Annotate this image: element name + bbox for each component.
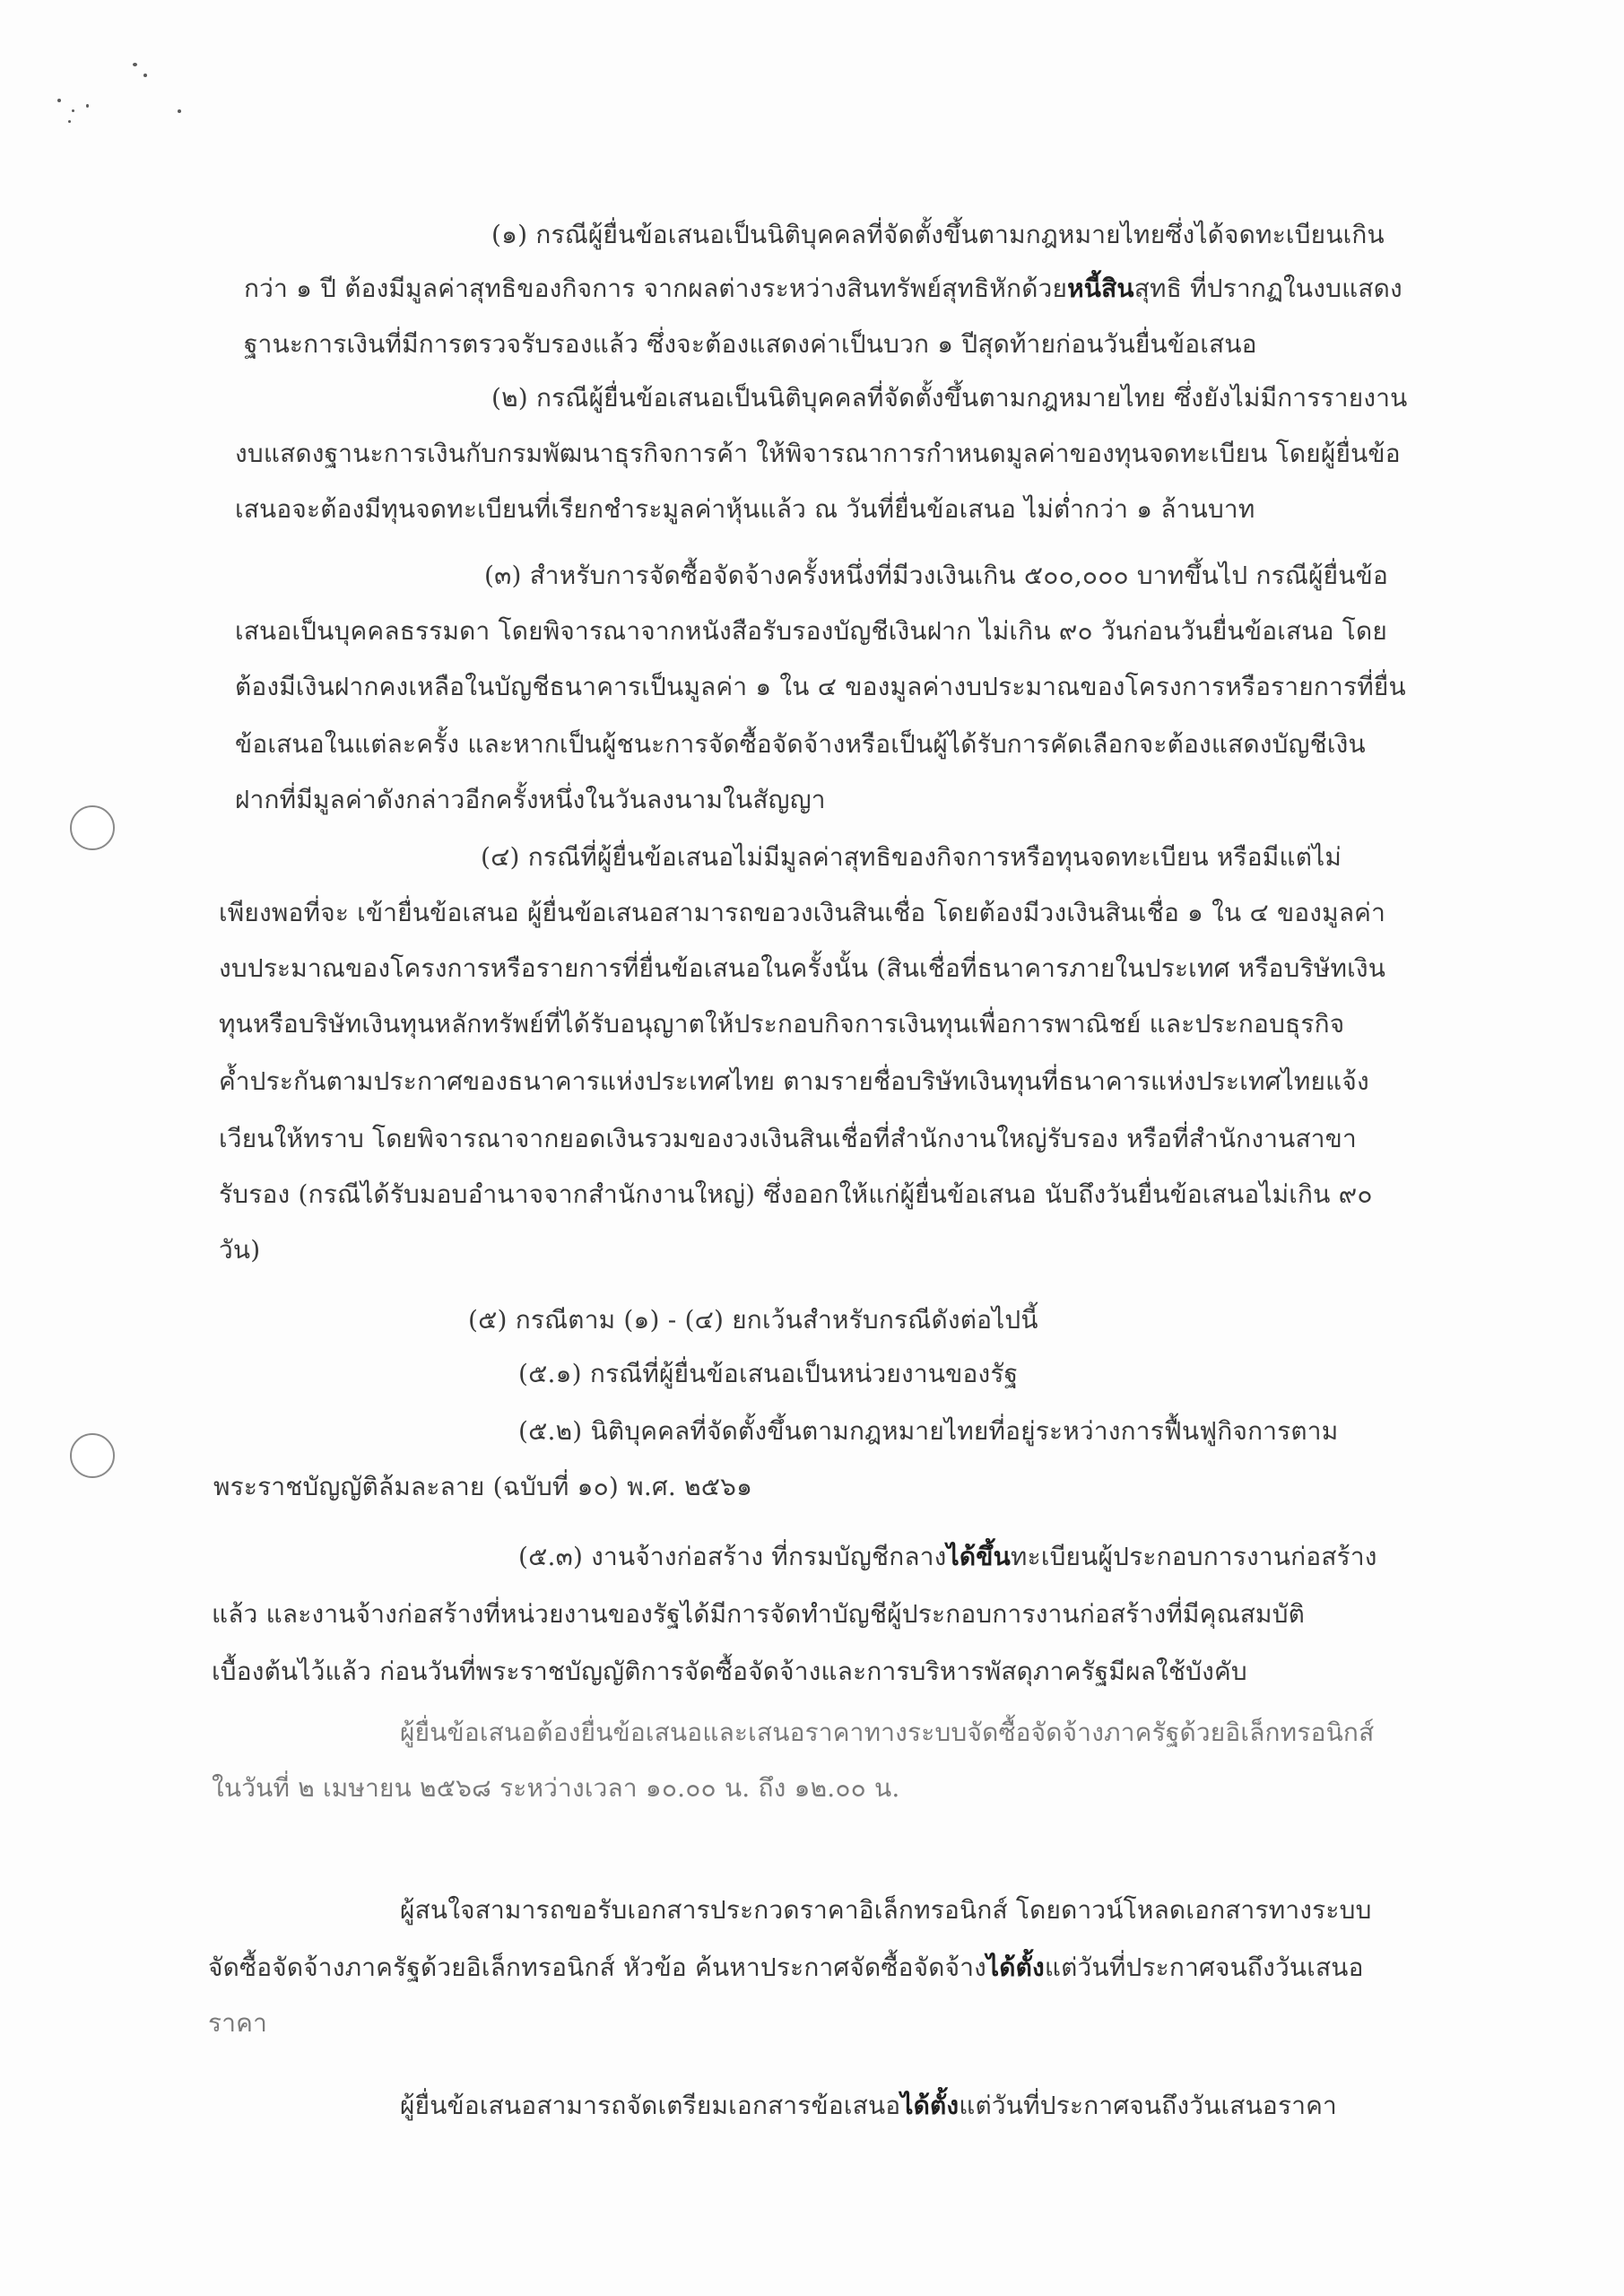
punch-hole — [70, 1433, 115, 1478]
text-line — [212, 1654, 1247, 1690]
text-line — [219, 951, 1385, 987]
text-segment: งบประมาณของโครงการหรือรายการที่ยื่นข้อเสนอในครั้งนั้น (สินเชื่อที่ธนาคารภายในประเทศ หรือบริษัทเงิน — [219, 953, 1386, 983]
text-segment: เสนอเป็นบุคคลธรรมดา โดยพิจารณาจากหนังสือรับรองบัญชีเงินฝาก ไม่เกิน ๙๐ วันก่อนวันยื่นข้อเสนอ โดย — [235, 616, 1387, 646]
text-segment: ผู้ยื่นข้อเสนอต้องยื่นข้อเสนอและเสนอราคาทางระบบจัดซื้อจัดจ้างภาครัฐด้วยอิเล็กทรอนิกส์ — [400, 1718, 1375, 1747]
text-line — [219, 1006, 1344, 1042]
text-segment: (๕.๓) งานจ้างก่อสร้าง ที่กรมบัญชีกลาง — [518, 1542, 947, 1571]
text-line — [235, 782, 826, 818]
text-segment: พระราชบัญญัติล้มละลาย (ฉบับที่ ๑๐) พ.ศ. ๒๕๖๑ — [213, 1472, 753, 1501]
text-line — [400, 1715, 1374, 1751]
text-line — [491, 380, 1407, 416]
text-segment: (๕.๒) นิติบุคคลที่จัดตั้งขึ้นตามกฎหมายไทยที่อยู่ระหว่างการฟื้นฟูกิจการตาม — [518, 1416, 1339, 1446]
text-line — [208, 2005, 267, 2041]
text-segment: ผู้สนใจสามารถขอรับเอกสารประกวดราคาอิเล็กทรอนิกส์ โดยดาวน์โหลดเอกสารทางระบบ — [400, 1895, 1372, 1925]
text-segment: ฐานะการเงินที่มีการตรวจรับรองแล้ว ซึ่งจะต้องแสดงค่าเป็นบวก ๑ ปีสุดท้ายก่อนวันยื่นข้อเสนอ — [244, 329, 1257, 359]
text-segment: แล้ว และงานจ้างก่อสร้างที่หน่วยงานของรัฐได้มีการจัดทำบัญชีผู้ประกอบการงานก่อสร้างที่มีคุณสมบัติ — [212, 1599, 1306, 1629]
text-line — [213, 1469, 752, 1505]
scan-speck — [72, 109, 74, 112]
text-line — [518, 1356, 1018, 1392]
text-segment: ราคา — [208, 2008, 268, 2038]
text-segment: ผู้ยื่นข้อเสนอสามารถจัดเตรียมเอกสารข้อเสนอ — [400, 2091, 901, 2120]
text-segment: เสนอจะต้องมีทุนจดทะเบียนที่เรียกชำระมูลค่าหุ้นแล้ว ณ วันที่ยื่นข้อเสนอ ไม่ต่ำกว่า ๑ ล้านบาท — [235, 494, 1255, 524]
text-segment: ต้องมีเงินฝากคงเหลือในบัญชีธนาคารเป็นมูลค่า ๑ ใน ๔ ของมูลค่างบประมาณของโครงการหรือรายการที่ยื่น — [235, 672, 1406, 701]
text-line — [219, 1121, 1357, 1157]
scan-speck — [133, 63, 137, 66]
text-line — [235, 669, 1406, 705]
text-segment: กว่า ๑ ปี ต้องมีมูลค่าสุทธิของกิจการ จากผลต่างระหว่างสินทรัพย์สุทธิหักด้วย — [244, 274, 1068, 303]
text-line — [208, 1950, 1364, 1986]
text-line — [491, 217, 1385, 253]
text-line — [244, 326, 1257, 362]
text-line — [235, 613, 1387, 649]
text-segment: ทะเบียนผู้ประกอบการงานก่อสร้าง — [1010, 1542, 1377, 1571]
text-line — [235, 491, 1255, 527]
text-line — [219, 1177, 1373, 1213]
text-segment: ในวันที่ ๒ เมษายน ๒๕๖๘ ระหว่างเวลา ๑๐.๐๐ น. ถึง ๑๒.๐๐ น. — [212, 1773, 900, 1803]
text-segment: (๑) กรณีผู้ยื่นข้อเสนอเป็นนิติบุคคลที่จัดตั้งขึ้นตามกฎหมายไทยซึ่งได้จดทะเบียนเกิน — [491, 220, 1385, 249]
text-line — [219, 1064, 1369, 1100]
text-segment: ทุนหรือบริษัทเงินทุนหลักทรัพย์ที่ได้รับอนุญาตให้ประกอบกิจการเงินทุนเพื่อการพาณิชย์ และประกอบธุรกิจ — [219, 1009, 1345, 1039]
text-segment: แต่วันที่ประกาศจนถึงวันเสนอ — [1044, 1952, 1364, 1982]
text-line — [219, 1232, 260, 1268]
text-segment: เวียนให้ทราบ โดยพิจารณาจากยอดเงินรวมของวงเงินสินเชื่อที่สำนักงานใหญ่รับรอง หรือที่สำนักงานสาขา — [219, 1124, 1357, 1153]
scan-speck — [143, 74, 147, 77]
punch-hole — [70, 805, 115, 850]
text-line — [518, 1539, 1377, 1575]
text-segment: ค้ำประกันตามประกาศของธนาคารแห่งประเทศไทย ตามรายชื่อบริษัทเงินทุนที่ธนาคารแห่งประเทศไทยแจ้ง — [219, 1066, 1369, 1096]
bold-text-segment: ได้ตั้ง — [986, 1952, 1045, 1982]
bold-text-segment: ได้ตั้ง — [900, 2091, 960, 2120]
text-line — [484, 558, 1388, 594]
text-line — [468, 1302, 1038, 1338]
text-segment: สุทธิ ที่ปรากฏในงบแสดง — [1133, 274, 1403, 303]
scan-speck — [86, 104, 89, 108]
text-line — [400, 2088, 1337, 2124]
scan-speck — [178, 109, 181, 113]
text-line — [212, 1596, 1305, 1632]
text-segment: (๔) กรณีที่ผู้ยื่นข้อเสนอไม่มีมูลค่าสุทธิของกิจการหรือทุนจดทะเบียน หรือมีแต่ไม่ — [481, 842, 1342, 872]
text-line — [518, 1413, 1338, 1449]
text-line — [400, 1892, 1372, 1928]
bold-text-segment: หนี้สิน — [1067, 274, 1134, 303]
scan-speck — [57, 99, 61, 102]
text-segment: ฝากที่มีมูลค่าดังกล่าวอีกครั้งหนึ่งในวันลงนามในสัญญา — [235, 785, 826, 814]
text-segment: (๓) สำหรับการจัดซื้อจัดจ้างครั้งหนึ่งที่มีวงเงินเกิน ๕๐๐,๐๐๐ บาทขึ้นไป กรณีผู้ยื่นข้อ — [484, 561, 1388, 590]
text-segment: แต่วันที่ประกาศจนถึงวันเสนอราคา — [959, 2091, 1337, 2120]
text-line — [235, 436, 1401, 472]
text-segment: งบแสดงฐานะการเงินกับกรมพัฒนาธุรกิจการค้า ให้พิจารณาการกำหนดมูลค่าของทุนจดทะเบียน โดยผู้ยื่นข้อ — [235, 439, 1401, 468]
text-line — [481, 839, 1342, 875]
text-segment: จัดซื้อจัดจ้างภาครัฐด้วยอิเล็กทรอนิกส์ หัวข้อ ค้นหาประกาศจัดซื้อจัดจ้าง — [208, 1952, 986, 1982]
text-line — [212, 1770, 899, 1806]
text-segment: (๕.๑) กรณีที่ผู้ยื่นข้อเสนอเป็นหน่วยงานของรัฐ — [518, 1359, 1019, 1388]
scan-speck — [68, 120, 71, 123]
text-line — [244, 271, 1403, 307]
text-segment: เบื้องต้นไว้แล้ว ก่อนวันที่พระราชบัญญัติการจัดซื้อจัดจ้างและการบริหารพัสดุภาครัฐมีผลใช้บังคับ — [212, 1657, 1247, 1686]
text-segment: วัน) — [219, 1235, 261, 1265]
text-line — [219, 895, 1385, 931]
text-line — [235, 726, 1366, 762]
bold-text-segment: ได้ขึ้น — [946, 1542, 1011, 1571]
text-segment: รับรอง (กรณีได้รับมอบอำนาจจากสำนักงานใหญ่) ซึ่งออกให้แก่ผู้ยื่นข้อเสนอ นับถึงวันยื่นข้อเสนอไม่เกิน ๙๐ — [219, 1179, 1373, 1209]
text-segment: (๕) กรณีตาม (๑) - (๔) ยกเว้นสำหรับกรณีดังต่อไปนี้ — [468, 1305, 1038, 1335]
text-segment: (๒) กรณีผู้ยื่นข้อเสนอเป็นนิติบุคคลที่จัดตั้งขึ้นตามกฎหมายไทย ซึ่งยังไม่มีการรายงาน — [491, 383, 1408, 413]
text-segment: เพียงพอที่จะ เข้ายื่นข้อเสนอ ผู้ยื่นข้อเสนอสามารถขอวงเงินสินเชื่อ โดยต้องมีวงเงินสินเชื่อ ๑ ใน ๔ ของมูลค่า — [219, 898, 1386, 927]
text-segment: ข้อเสนอในแต่ละครั้ง และหากเป็นผู้ชนะการจัดซื้อจัดจ้างหรือเป็นผู้ได้รับการคัดเลือกจะต้องแสดงบัญชีเงิน — [235, 729, 1366, 759]
